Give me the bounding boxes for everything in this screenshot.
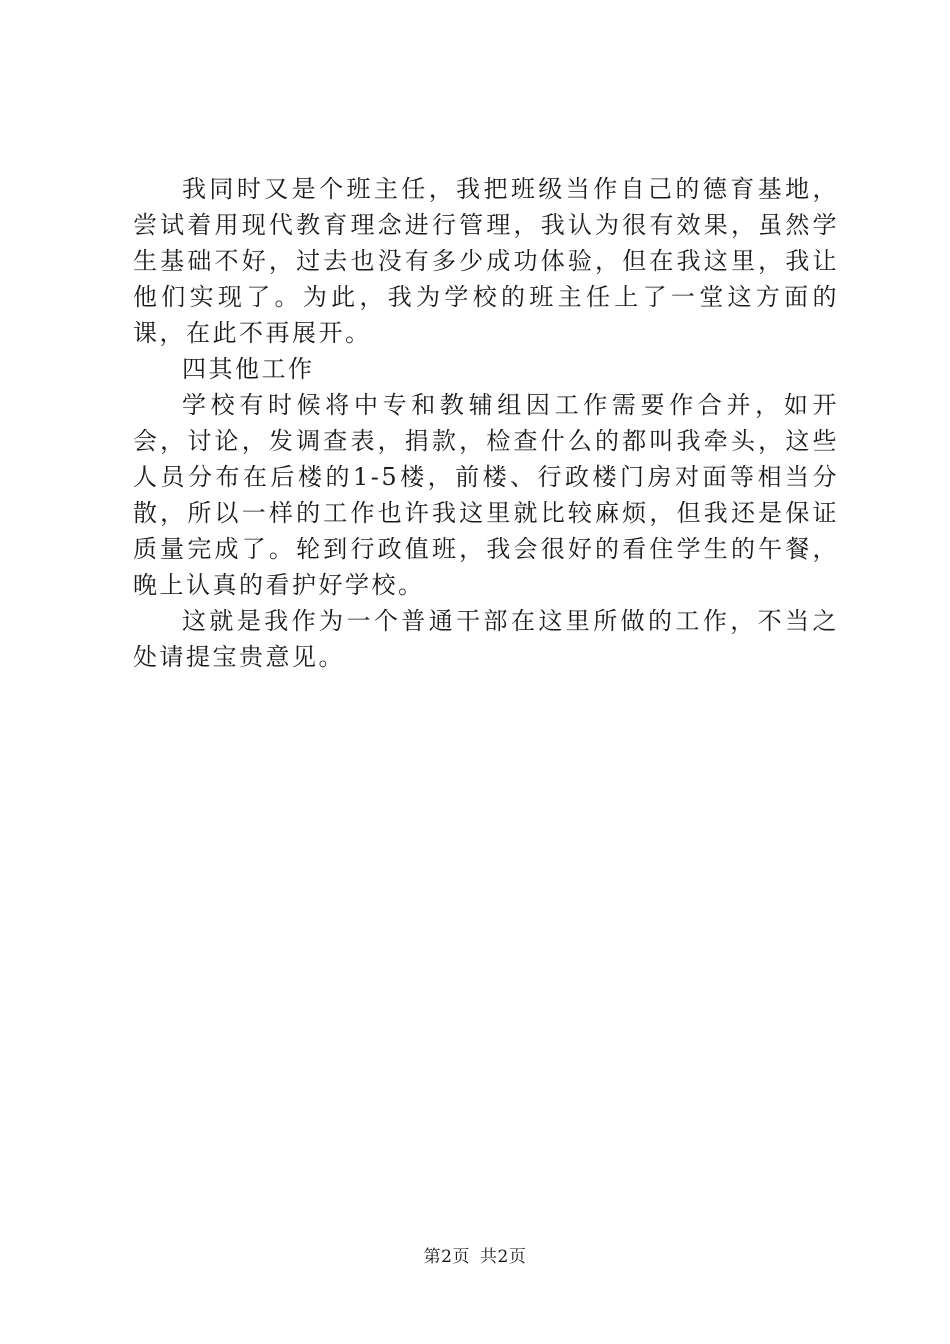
document-body — [133, 171, 839, 675]
paragraph-closing: 这就是我作为一个普通干部在这里所做的工作，不当之处请提宝贵意见。 — [133, 607, 839, 671]
page-footer — [0, 1242, 950, 1267]
paragraph-class-teacher: 我同时又是个班主任，我把班级当作自己的德育基地，尝试着用现代教育理念进行管理，我认为很有效果，虽然学生基础不好，过去也没有多少成功体验，但在我这里，我让他们实现了。为此，我为学校的班主任上了一堂这方面的课，在此不再展开。 — [133, 175, 839, 347]
page-number-total: 共2页 — [480, 1247, 527, 1267]
paragraph-other-work: 学校有时候将中专和教辅组因工作需要作合并，如开会，讨论，发调查表，捐款，检查什么的都叫我牵头，这些人员分布在后楼的1-5楼，前楼、行政楼门房对面等相当分散，所以一样的工作也许我这里就比较麻烦，但我还是保证质量完成了。轮到行政值班，我会很好的看住学生的午餐，晚上认真的看护好学校。 — [133, 391, 839, 599]
page-number-current: 第2页 — [423, 1247, 470, 1267]
section-heading-other-work: 四其他工作 — [182, 355, 315, 383]
